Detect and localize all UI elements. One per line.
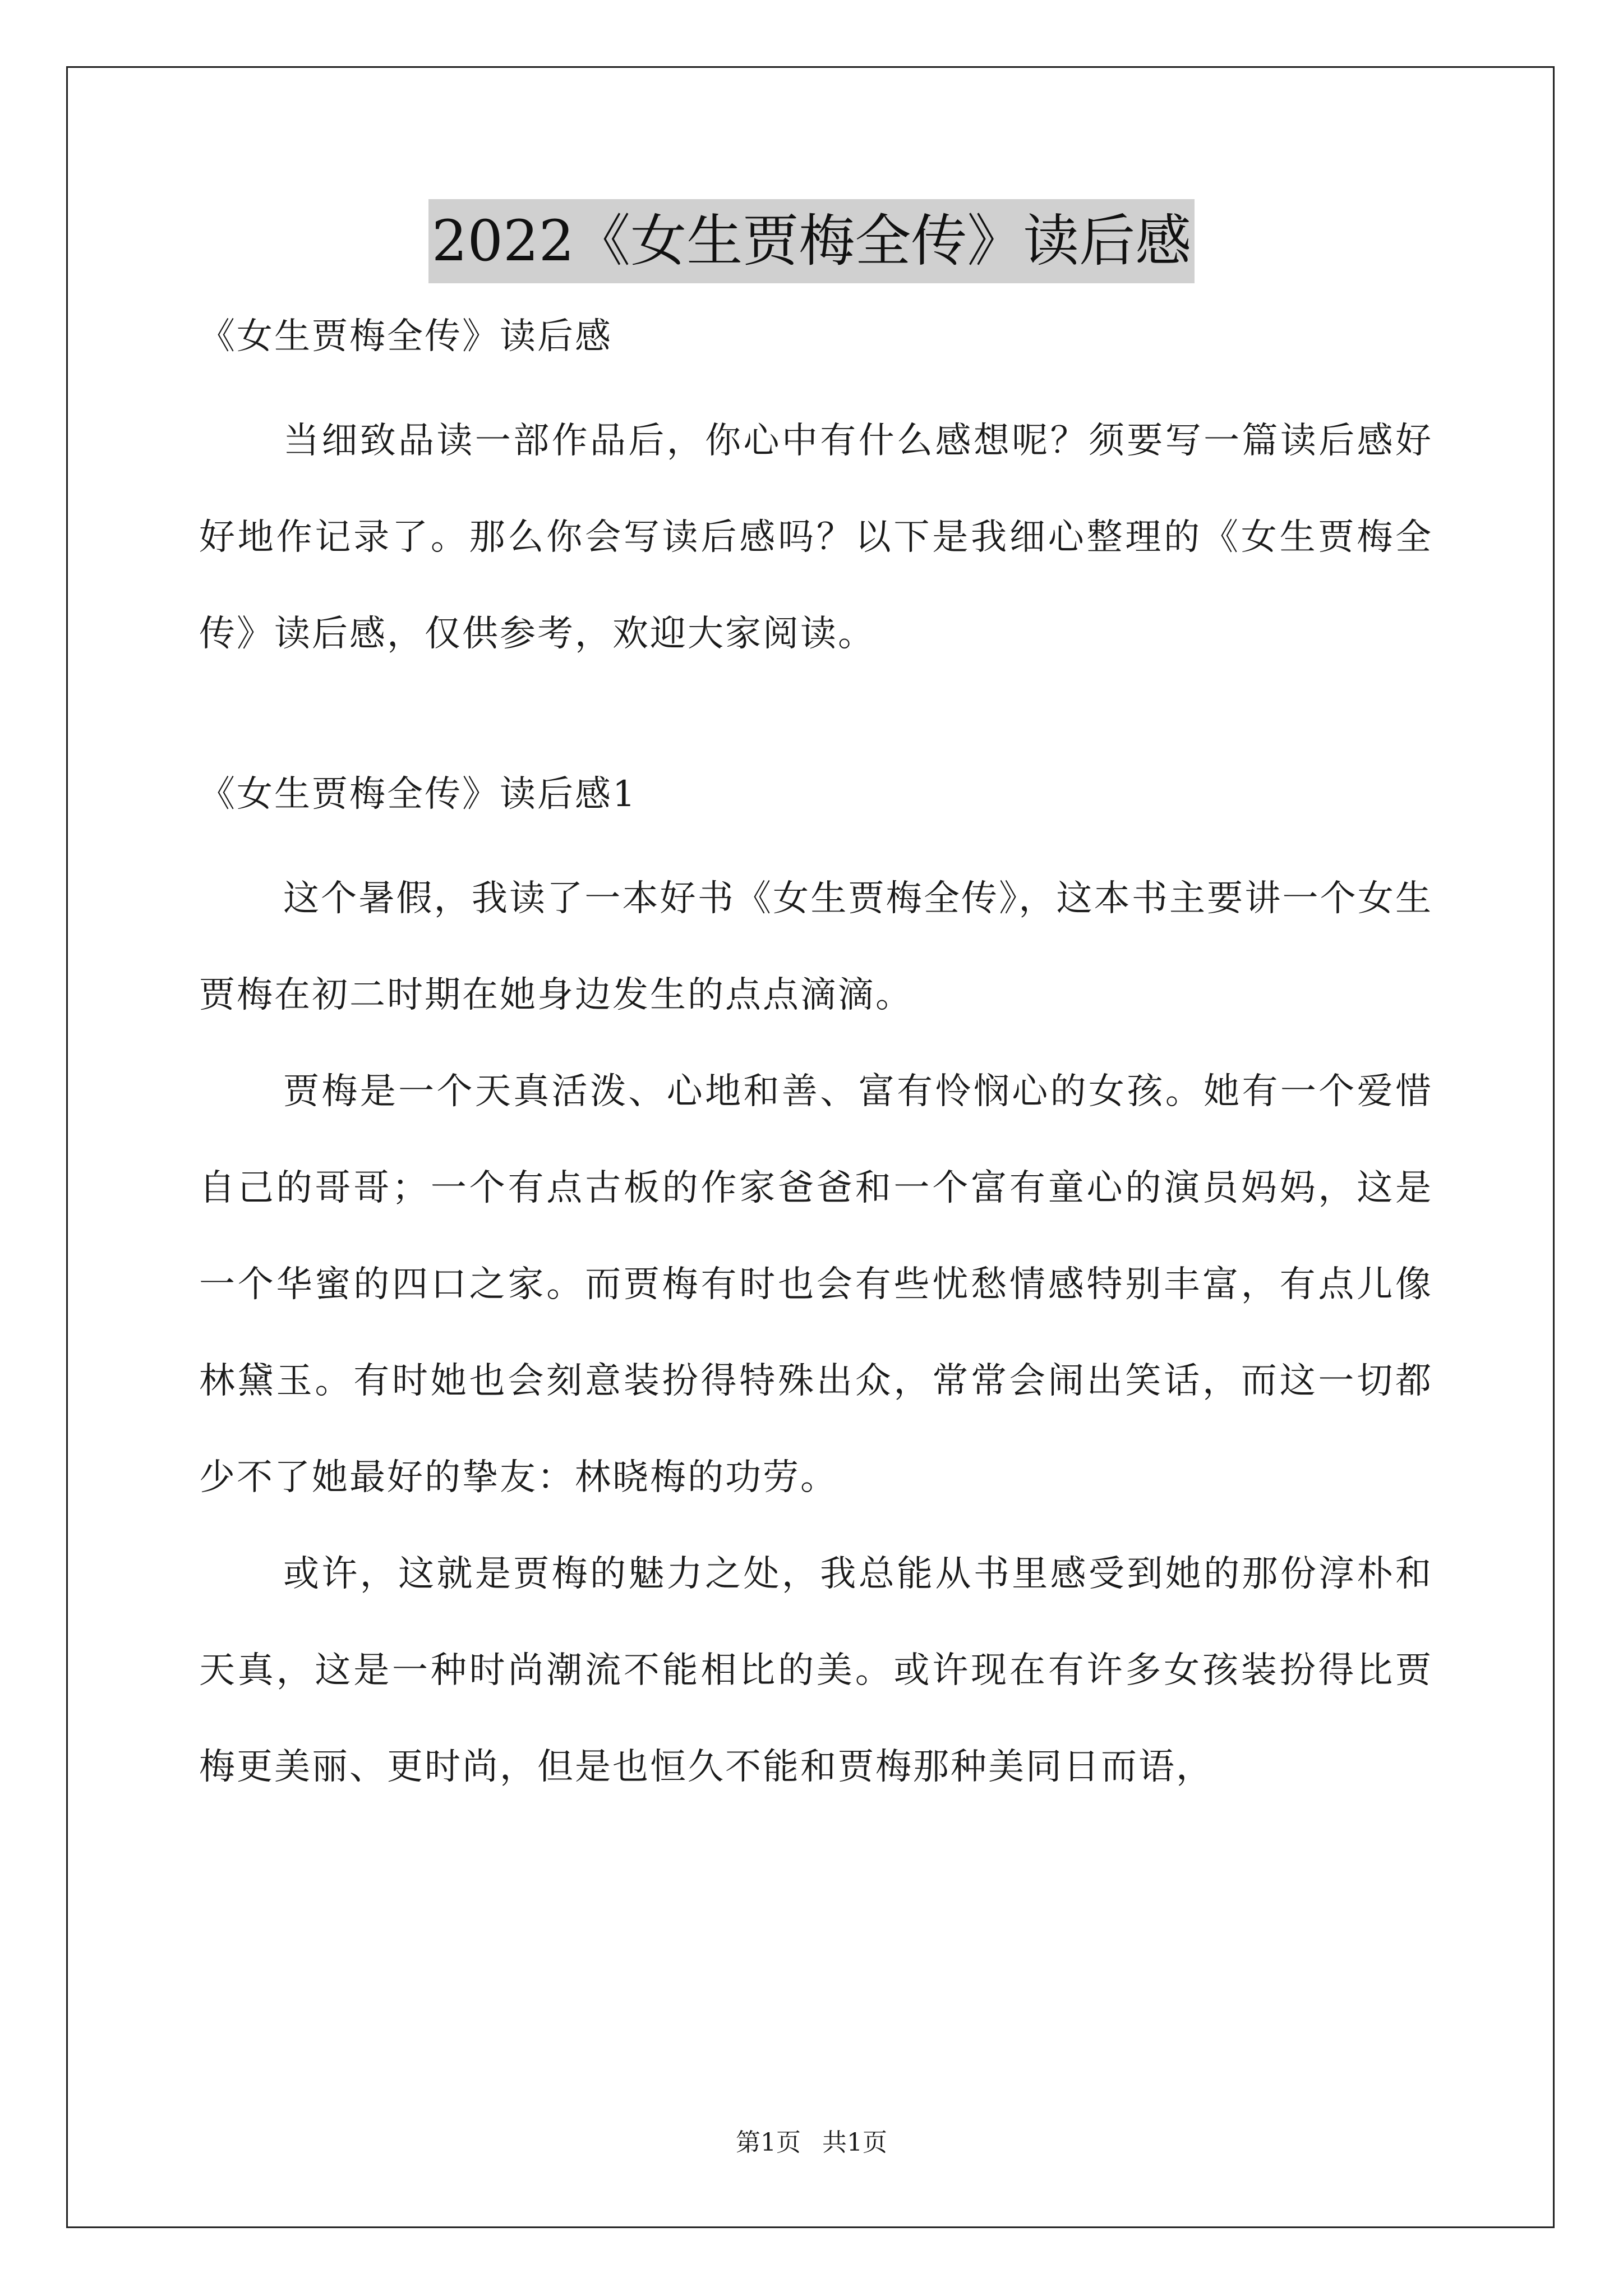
title-container — [0, 199, 1623, 283]
page-footer — [0, 2126, 1623, 2160]
document-body — [199, 303, 1433, 1815]
section1-paragraph-3: 或许，这就是贾梅的魅力之处，我总能从书里感受到她的那份淳朴和天真，这是一种时尚潮流不能相比的美。或许现在有许多女孩装扮得比贾梅更美丽、更时尚，但是也恒久不能和贾梅那种美同日而语， — [199, 1553, 1433, 1788]
intro-paragraph: 当细致品读一部作品后，你心中有什么感想呢？须要写一篇读后感好好地作记录了。那么你会写读后感吗？以下是我细心整理的《女生贾梅全传》读后感，仅供参考，欢迎大家阅读。 — [199, 420, 1433, 655]
intro-heading: 《女生贾梅全传》读后感 — [199, 316, 612, 357]
section1-paragraph-2: 贾梅是一个天真活泼、心地和善、富有怜悯心的女孩。她有一个爱惜自己的哥哥；一个有点古板的作家爸爸和一个富有童心的演员妈妈，这是一个华蜜的四口之家。而贾梅有时也会有些忧愁情感特别丰富，有点儿像林黛玉。有时她也会刻意装扮得特殊出众，常常会闹出笑话，而这一切都少不了她最好的挚友：林晓梅的功劳。 — [199, 1071, 1433, 1498]
document-title: 2022《女生贾梅全传》读后感 — [428, 199, 1195, 283]
section-spacer — [199, 682, 1433, 761]
section1-paragraph-1: 这个暑假，我读了一本好书《女生贾梅全传》，这本书主要讲一个女生贾梅在初二时期在她身边发生的点点滴滴。 — [199, 878, 1433, 1016]
section1-heading: 《女生贾梅全传》读后感1 — [199, 774, 637, 815]
page-total: 共1页 — [822, 2128, 887, 2157]
page-number: 第1页 — [736, 2128, 801, 2157]
